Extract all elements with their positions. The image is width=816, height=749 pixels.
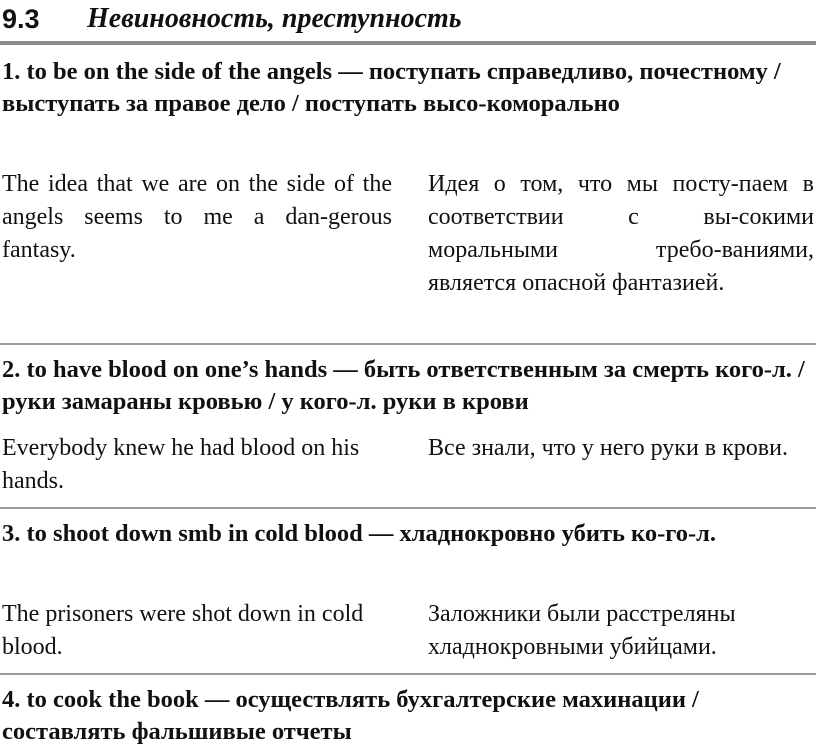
entry-divider: [0, 343, 816, 345]
section-divider: [0, 41, 816, 45]
entry-heading: 1. to be on the side of the angels — поступать справедливо, почестному / выступать за правое дело / поступать высо-коморально: [2, 58, 781, 117]
entry-heading: 3. to shoot down smb in cold blood — хладнокровно убить ко-го-л.: [2, 520, 717, 547]
example-english: Everybody knew he had blood on his hands.: [2, 435, 360, 494]
entry-heading: 4. to cook the book — осуществлять бухгалтерские махинации / составлять фальшивые отчеты: [2, 686, 699, 745]
entry-divider: [0, 507, 816, 509]
entry-divider: [0, 673, 816, 675]
example-english: The prisoners were shot down in cold blood.: [2, 601, 364, 660]
example-russian: Идея о том, что мы посту-паем в соответствии с вы-сокими моральными требо-ваниями, является опасной фантазией.: [428, 171, 814, 296]
section-title: Невиновность, преступность: [87, 3, 462, 34]
example-english: The idea that we are on the side of the angels seems to me a dan-gerous fantasy.: [2, 171, 392, 263]
entry-heading: 2. to have blood on one’s hands — быть ответственным за смерть кого-л. / руки замараны кровью / у кого-л. руки в крови: [2, 356, 805, 415]
section-number: 9.3: [2, 4, 40, 34]
example-russian: Все знали, что у него руки в крови.: [428, 435, 788, 461]
section-header: [0, 0, 816, 40]
example-russian: Заложники были расстреляны хладнокровными убийцами.: [428, 601, 736, 660]
